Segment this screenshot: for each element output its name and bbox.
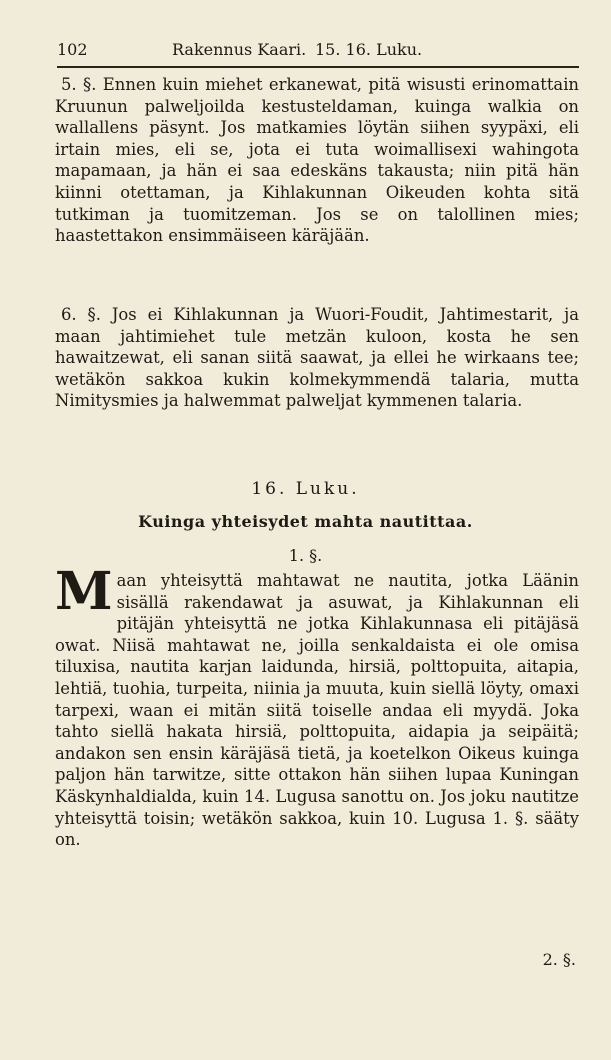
chapter-title: 16. Luku. <box>251 479 360 499</box>
drop-cap: M <box>55 561 113 622</box>
page-number: 102 <box>57 40 88 59</box>
catchword: 2. §. <box>542 950 576 969</box>
section-1-paragraph <box>55 561 579 851</box>
running-title: Rakennus Kaari. <box>172 40 307 59</box>
section-heading: 1. §. <box>288 546 323 565</box>
section-6-text: 6. §. Jos ei Kihlakunnan ja Wuori-Foudit, Jahtimestarit, ja maan jahtimiehet tule metzän kuloon, kosta he sen hawaitzewat, eli sanan siitä saawat, ja ellei he wirkaans tee; wetäkön sakkoa kukin kolmekymmendä talaria, mutta Nimitysmies ja halwemmat palweljat kymmenen talaria. <box>55 305 579 411</box>
section-5 <box>55 74 579 247</box>
chapter-reference: 15. 16. Luku. <box>315 40 423 59</box>
section-1 <box>55 561 579 851</box>
section-5-text: 5. §. Ennen kuin miehet erkanewat, pitä wisusti erinomattain Kruunun palweljoilda kestusteldaman, kuinga walkia on wallallens päsynt. Jos matkamies löytän siihen syypäxi, eli irtain mies, eli se, jota ei tuta woimallisexi wahingota mapamaan, ja hän ei saa edeskäns takausta; niin pitä hän kiinni otettaman, ja Kihlakunnan Oikeuden kohta sitä tutkiman ja tuomitzeman. Jos se on talollinen mies; haastettakon ensimmäiseen käräjään. <box>55 75 579 246</box>
section-1-text: aan yhteisyttä mahtawat ne nautita, jotka Läänin sisällä rakendawat ja asuwat, ja Kihlakunnan eli pitäjän yhteisyttä ne jotka Kihlakunnasa eli pitäjäsä owat. Niisä mahtawat ne, joilla senkaldaista ei ole omisa tiluxisa, nautita karjan laidunda, hirsiä, polttopuita, aitapia, lehtiä, tuohia, turpeita, niinia ja muuta, kuin siellä löyty, omaxi tarpexi, waan ei mitän siitä toiselle andaa eli myydä. Joka tahto siellä hakata hirsiä, polttopuita, aidapia ja seipäitä; andakon sen ensin käräjäsä tietä, ja koetelkon Oikeus kuinga paljon hän tarwitze, sitte ottakon hän siihen lupaa Kuningan Käskynhaldialda, kuin 14. Lugusa sanottu on. Jos joku nautitze yhteisyttä toisin; wetäkön sakkoa, kuin 10. Lugusa 1. §. sääty on. <box>55 571 579 850</box>
chapter-subtitle: Kuinga yhteisydet mahta nautittaa. <box>138 512 473 531</box>
header-rule <box>57 66 579 68</box>
section-6 <box>55 304 579 412</box>
